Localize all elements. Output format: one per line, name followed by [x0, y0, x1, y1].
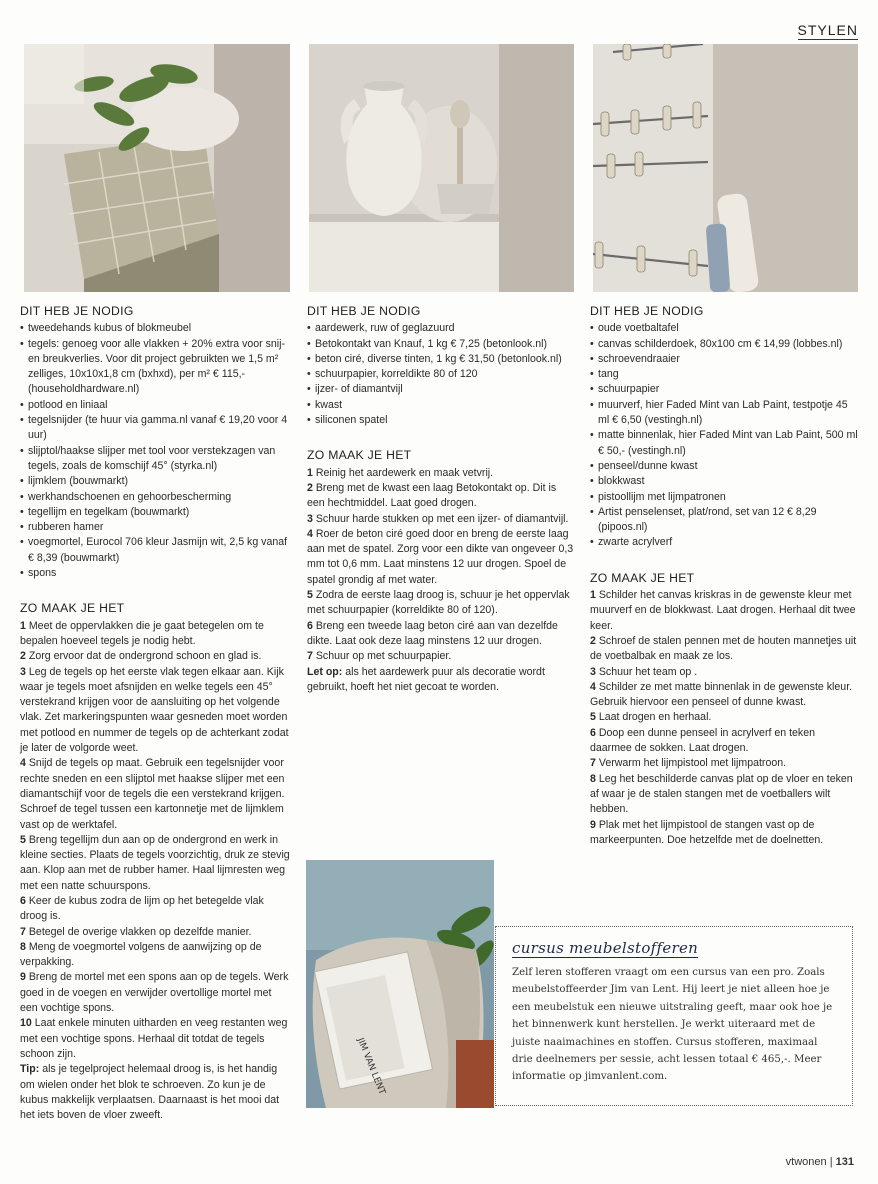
- step: 6 Breng een tweede laag beton ciré aan van dezelfde dikte. Laat ook deze laag minstens 12 uur drogen.: [307, 619, 558, 647]
- list-item: • tegellijm en tegelkam (bouwmarkt): [20, 505, 290, 520]
- list-item: • blokkwast: [590, 474, 858, 489]
- step: 3 Leg de tegels op het eerste vlak tegen elkaar aan. Kijk waar je tegels moet afsnijden en welke tegels een 45° verstekrand krijgen voor de aansluiting op het volgende vlak. Zet markeringspunten waar gesneden moet worden met potlood en nummer de tegels op de achterkant zodat je later de volgorde weet.: [20, 665, 289, 755]
- need-heading: DIT HEB JE NODIG: [20, 304, 134, 318]
- column-beton-vase: [307, 304, 575, 695]
- step: 6 Keer de kubus zodra de lijm op het betegelde vlak droog is.: [20, 894, 264, 923]
- step: 1 Meet de oppervlakken die je gaat betegelen om te bepalen hoeveel tegels je nodig hebt.: [20, 619, 264, 647]
- magazine-name: vtwonen: [785, 1156, 827, 1168]
- column-foosball-canvas: [590, 304, 858, 848]
- step: 8 Meng de voegmortel volgens de aanwijzing op de verpakking.: [20, 940, 262, 969]
- section-tag: STYLEN: [797, 22, 858, 38]
- list-item: • muurverf, hier Faded Mint van Lab Paint, testpotje 45 ml € 6,50 (vestingh.nl): [590, 398, 858, 429]
- list-item: • pistoollijm met lijmpatronen: [590, 490, 858, 505]
- step: 5 Breng tegellijm dun aan op de ondergrond en werk in kleine secties. Plaats de tegels voorzichtig, druk ze stevig aan. Klop aan met de rubber hamer. Haal lijmresten weg met een natte schuurspons.: [20, 833, 290, 892]
- steps-list: [20, 619, 290, 1063]
- list-item: • tegelsnijder (te huur via gamma.nl vanaf € 19,20 voor 4 uur): [20, 413, 290, 444]
- step: 4 Roer de beton ciré goed door en breng de eerste laag aan met de spatel. Zorg voor een dikte van ongeveer 0,3 mm tot 0,6 mm. Laat minstens 12 uur drogen. Spoel de spatel grondig af met water.: [307, 527, 574, 586]
- list-item: • zwarte acrylverf: [590, 535, 858, 550]
- list-item: • siliconen spatel: [307, 413, 575, 428]
- list-item: • Artist penselenset, plat/rond, set van 12 € 8,29 (pipoos.nl): [590, 505, 858, 536]
- list-item: • tegels: genoeg voor alle vlakken + 20% extra voor snij- en breukverlies. Voor dit project gebruikten we 1,5 m² zelliges, 10x10x1,8 cm (bxhxd), per m² € 115,- (householdhardware.nl): [20, 337, 290, 398]
- need-heading: DIT HEB JE NODIG: [590, 304, 704, 318]
- list-item: • voegmortel, Eurocol 706 kleur Jasmijn wit, 2,5 kg vanaf € 8,39 (bouwmarkt): [20, 535, 290, 566]
- make-heading: ZO MAAK JE HET: [307, 448, 412, 463]
- list-item: • tang: [590, 367, 858, 382]
- step: 2 Zorg ervoor dat de ondergrond schoon en glad is.: [20, 650, 262, 663]
- step: 7 Betegel de overige vlakken op dezelfde manier.: [20, 925, 252, 938]
- step: 5 Laat drogen en herhaal.: [590, 711, 712, 724]
- list-item: • tweedehands kubus of blokmeubel: [20, 321, 290, 336]
- list-item: • beton ciré, diverse tinten, 1 kg € 31,50 (betonlook.nl): [307, 352, 575, 367]
- list-item: • matte binnenlak, hier Faded Mint van Lab Paint, 500 ml € 50,- (vestingh.nl): [590, 428, 858, 459]
- list-item: • rubberen hamer: [20, 520, 290, 535]
- page-number: 131: [835, 1156, 854, 1168]
- step: 1 Reinig het aardewerk en maak vetvrij.: [307, 466, 494, 479]
- make-heading: ZO MAAK JE HET: [20, 601, 125, 616]
- step: 8 Leg het beschilderde canvas plat op de vloer en teken af waar je de stalen stangen met de voetballers wilt hebben.: [590, 772, 853, 816]
- step: 9 Plak met het lijmpistool de stangen vast op de markeerpunten. Doe hetzelfde met de doelnetten.: [590, 818, 824, 846]
- step: 6 Doop een dunne penseel in acrylverf en teken daarmee de sokken. Laat drogen.: [590, 726, 816, 755]
- step: 1 Schilder het canvas kriskras in de gewenste kleur met muurverf en de blokkwast. Laat drogen. Herhaal dit twee keer.: [590, 589, 856, 632]
- note: Let op: als het aardewerk puur als decoratie wordt gebruikt, hoeft het niet gecoat te worden.: [307, 665, 545, 693]
- steps-list: [307, 466, 575, 665]
- make-heading: ZO MAAK JE HET: [590, 570, 695, 585]
- list-item: • kwast: [307, 398, 575, 413]
- list-item: • potlood en liniaal: [20, 398, 290, 413]
- step: 3 Schuur het team op .: [590, 665, 698, 678]
- list-item: • spons: [20, 566, 290, 581]
- list-item: • schroevendraaier: [590, 352, 858, 367]
- info-box-upholstery-course: [495, 926, 853, 1106]
- column-tiled-cube: [20, 304, 290, 1123]
- page-footer: [786, 1156, 854, 1168]
- step: 10 Laat enkele minuten uitharden en veeg restanten weg met een vochtige spons. Herhaal dit totdat de tegels schoon zijn.: [20, 1017, 288, 1060]
- step: 9 Breng de mortel met een spons aan op de tegels. Werk goed in de voegen en verwijder overtollige mortel met een vochtige spons.: [20, 971, 289, 1015]
- list-item: • schuurpapier, korreldikte 80 of 120: [307, 367, 575, 382]
- step: 7 Verwarm het lijmpistool met lijmpatroon.: [590, 757, 787, 770]
- need-list: [20, 321, 290, 581]
- photo-label: JIM VAN LENT: [354, 1036, 387, 1097]
- step: 5 Zodra de eerste laag droog is, schuur je het oppervlak met schuurpapier (korreldikte 80 of 120).: [307, 589, 570, 617]
- list-item: • schuurpapier: [590, 382, 858, 397]
- photo-foosball-canvas: [593, 44, 858, 292]
- list-item: • penseel/dunne kwast: [590, 459, 858, 474]
- photo-beton-vase: [309, 44, 574, 292]
- step: 4 Snijd de tegels op maat. Gebruik een tegelsnijder voor rechte sneden en een slijptol met haakse slijper met een diamantschijf voor de tegels die een verstekrand krijgen. Schroef de tegel tussen een kartonnetje met de lijmklem vast op de werktafel.: [20, 757, 285, 831]
- need-list: [590, 321, 858, 550]
- step: 7 Schuur op met schuurpapier.: [307, 650, 452, 663]
- list-item: • aardewerk, ruw of geglazuurd: [307, 321, 575, 336]
- photo-tiled-cube: [24, 44, 290, 292]
- photo-upholstered-chair: [306, 860, 494, 1108]
- step: 2 Breng met de kwast een laag Betokontakt op. Dit is een hechtmiddel. Laat goed drogen.: [307, 481, 557, 510]
- info-box-body: Zelf leren stofferen vraagt om een cursus van een pro. Zoals meubelstoffeerder Jim van Lent. Hij leert je niet alleen hoe je een meubelstuk een nieuwe uitstraling geeft, maar ook hoe je het binnenwerk kunt herstellen. Je werkt uiteraard met de juiste naaimachines en stoffen. Cursus stofferen, maximaal drie deelnemers per sessie, acht lessen totaal € 465,-. Meer informatie op jimvanlent.com.: [512, 967, 833, 1083]
- list-item: • werkhandschoenen en gehoorbescherming: [20, 490, 290, 505]
- footer-separator: |: [829, 1156, 833, 1168]
- list-item: • slijptol/haakse slijper met tool voor verstekzagen van tegels, zoals de komschijf 45° (styrka.nl): [20, 444, 290, 475]
- step: 3 Schuur harde stukken op met een ijzer- of diamantvijl.: [307, 512, 569, 525]
- list-item: • Betokontakt van Knauf, 1 kg € 7,25 (betonlook.nl): [307, 337, 575, 352]
- need-heading: DIT HEB JE NODIG: [307, 304, 421, 318]
- list-item: • lijmklem (bouwmarkt): [20, 474, 290, 489]
- info-box-title: cursus meubelstofferen: [512, 939, 699, 957]
- list-item: • oude voetbaltafel: [590, 321, 858, 336]
- list-item: • canvas schilderdoek, 80x100 cm € 14,99 (lobbes.nl): [590, 337, 858, 352]
- tip: Tip: als je tegelproject helemaal droog is, is het handig om wielen onder het blok te schroeven. Zo kun je de kubus makkelijk verplaatsen. Daarnaast is het mooi dat het iets boven de vloer zweeft.: [20, 1063, 280, 1122]
- steps-list: [590, 588, 858, 848]
- list-item: • ijzer- of diamantvijl: [307, 382, 575, 397]
- step: 4 Schilder ze met matte binnenlak in de gewenste kleur. Gebruik hiervoor een penseel of dunne kwast.: [590, 680, 853, 709]
- need-list: [307, 321, 575, 428]
- step: 2 Schroef de stalen pennen met de houten mannetjes uit de voetbalbak en maak ze los.: [590, 634, 857, 663]
